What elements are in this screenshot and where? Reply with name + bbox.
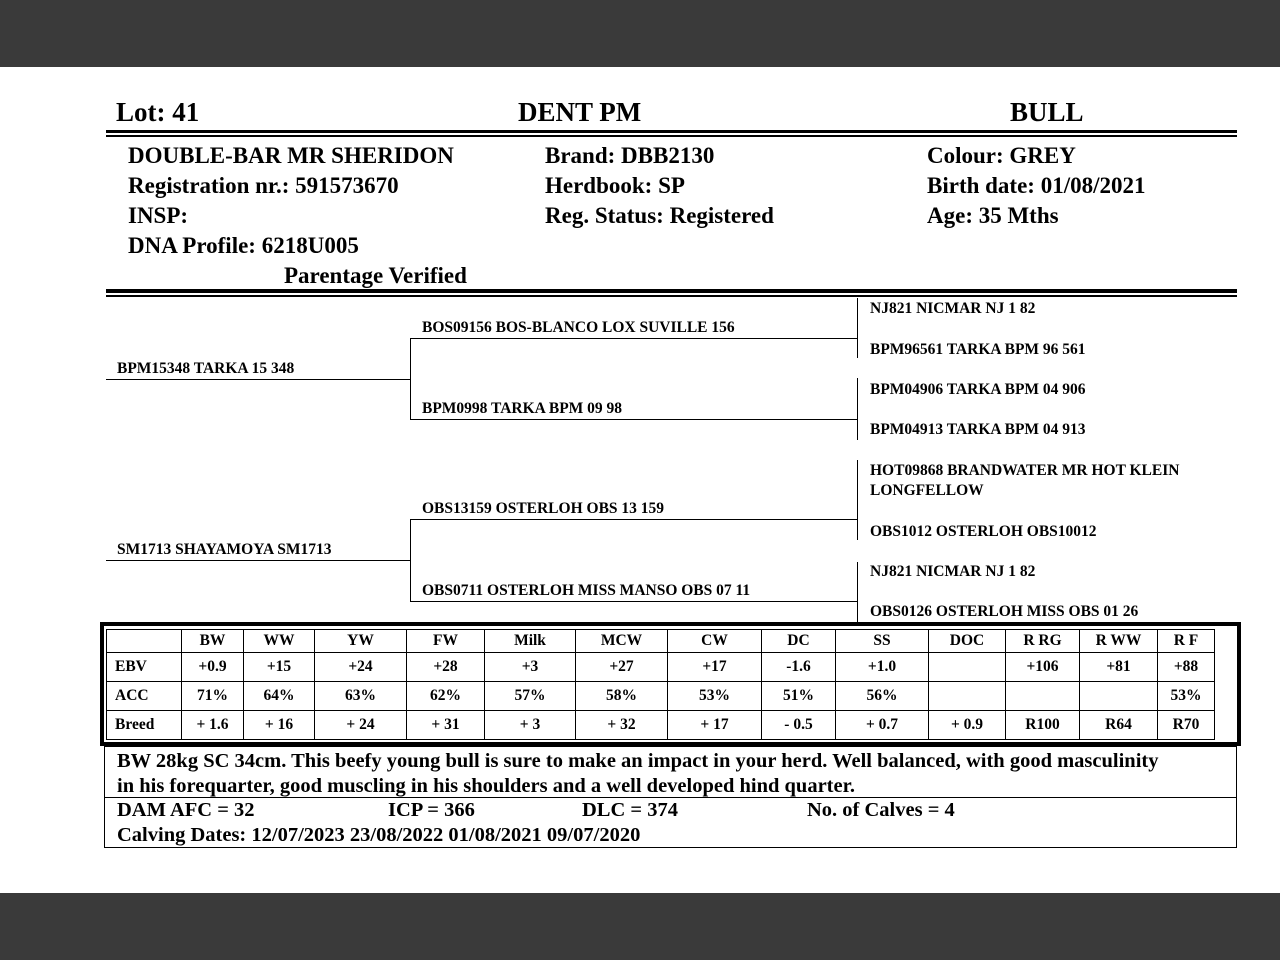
- pedigree-ggp-1: NJ821 NICMAR NJ 1 82: [870, 300, 1036, 317]
- table-cell: +0.9: [182, 653, 244, 682]
- gg-bracket-2: [857, 378, 858, 440]
- info-rule-thick: [106, 289, 1237, 293]
- table-row: [107, 682, 1215, 711]
- animal-sex: BULL: [1010, 97, 1084, 127]
- registration-status: Reg. Status: Registered: [545, 203, 774, 228]
- header-rule-thin: [106, 135, 1237, 137]
- ebv-header-row: [107, 630, 1215, 653]
- comments-text: [117, 749, 1227, 799]
- table-cell: R100: [1006, 711, 1080, 740]
- pedigree-dam: SM1713 SHAYAMOYA SM1713: [117, 541, 332, 558]
- birth-date: Birth date: 01/08/2021: [927, 173, 1146, 198]
- table-header: DOC: [929, 630, 1006, 653]
- table-cell: 56%: [836, 682, 929, 711]
- table-cell: +81: [1080, 653, 1158, 682]
- calving-dates: Calving Dates: 12/07/2023 23/08/2022 01/08/2021 09/07/2020: [117, 824, 641, 846]
- table-cell: + 16: [244, 711, 315, 740]
- table-cell: 57%: [485, 682, 576, 711]
- sire-sire-line: [410, 338, 858, 339]
- comments-divider: [104, 797, 1237, 798]
- table-cell: + 0.9: [929, 711, 1006, 740]
- table-cell: R64: [1080, 711, 1158, 740]
- dam-dlc: DLC = 374: [582, 799, 678, 821]
- comment-line-1: BW 28kg SC 34cm. This beefy young bull is sure to make an impact in your herd. Well balanced, with good masculinity: [117, 750, 1159, 772]
- pedigree-ggp-5-cont: LONGFELLOW: [870, 482, 984, 499]
- table-cell: + 17: [668, 711, 762, 740]
- table-cell: [929, 653, 1006, 682]
- gg-bracket-4: [857, 562, 858, 622]
- dam-line: [106, 560, 411, 561]
- lot-number: Lot: 41: [116, 97, 200, 127]
- insp-field: INSP:: [128, 203, 189, 228]
- dam-icp: ICP = 366: [388, 799, 475, 821]
- pedigree-ggp-4: BPM04913 TARKA BPM 04 913: [870, 421, 1086, 438]
- table-cell: + 1.6: [182, 711, 244, 740]
- age: Age: 35 Mths: [927, 203, 1059, 228]
- animal-name: DOUBLE-BAR MR SHERIDON: [128, 143, 454, 168]
- table-header: FW: [407, 630, 485, 653]
- table-header: R WW: [1080, 630, 1158, 653]
- table-cell: [929, 682, 1006, 711]
- row-label: EBV: [107, 653, 182, 682]
- pedigree-ggp-2: BPM96561 TARKA BPM 96 561: [870, 341, 1086, 358]
- top-frame-bar: [0, 0, 1280, 67]
- info-rule-thin: [106, 295, 1237, 297]
- table-header: R F: [1158, 630, 1215, 653]
- table-cell: +28: [407, 653, 485, 682]
- table-row: [107, 711, 1215, 740]
- table-cell: 63%: [315, 682, 407, 711]
- dam-dam-line: [410, 601, 858, 602]
- table-row: [107, 653, 1215, 682]
- header-rule-thick: [106, 130, 1237, 133]
- table-cell: +1.0: [836, 653, 929, 682]
- pedigree-sire-dam: BPM0998 TARKA BPM 09 98: [422, 400, 623, 417]
- table-cell: - 0.5: [762, 711, 836, 740]
- table-header: MCW: [576, 630, 668, 653]
- registration-number: Registration nr.: 591573670: [128, 173, 399, 198]
- table-cell: + 0.7: [836, 711, 929, 740]
- sire-line: [106, 379, 411, 380]
- bottom-frame-bar: [0, 893, 1280, 960]
- table-cell: +17: [668, 653, 762, 682]
- table-cell: +106: [1006, 653, 1080, 682]
- herdbook: Herdbook: SP: [545, 173, 685, 198]
- table-cell: + 24: [315, 711, 407, 740]
- pedigree-ggp-7: NJ821 NICMAR NJ 1 82: [870, 563, 1036, 580]
- table-header: CW: [668, 630, 762, 653]
- table-cell: R70: [1158, 711, 1215, 740]
- table-cell: + 31: [407, 711, 485, 740]
- table-cell: [1006, 682, 1080, 711]
- brand: Brand: DBB2130: [545, 143, 715, 168]
- row-label: ACC: [107, 682, 182, 711]
- table-cell: 71%: [182, 682, 244, 711]
- parentage-status: Parentage Verified: [284, 263, 467, 288]
- sire-bracket: [410, 338, 411, 419]
- table-cell: 53%: [668, 682, 762, 711]
- colour: Colour: GREY: [927, 143, 1076, 168]
- gg-bracket-3: [857, 460, 858, 540]
- table-cell: 62%: [407, 682, 485, 711]
- dam-calves-count: No. of Calves = 4: [807, 799, 955, 821]
- ebv-table: [106, 629, 1215, 740]
- pedigree-sire: BPM15348 TARKA 15 348: [117, 360, 295, 377]
- gg-bracket-1: [857, 298, 858, 358]
- table-header: [107, 630, 182, 653]
- pedigree-ggp-6: OBS1012 OSTERLOH OBS10012: [870, 523, 1097, 540]
- comment-line-2: in his forequarter, good muscling in his shoulders and a well developed hind quarter.: [117, 775, 855, 797]
- dam-afc: DAM AFC = 32: [117, 799, 255, 821]
- dam-sire-line: [410, 519, 858, 520]
- table-cell: +3: [485, 653, 576, 682]
- table-cell: +24: [315, 653, 407, 682]
- table-header: SS: [836, 630, 929, 653]
- table-header: DC: [762, 630, 836, 653]
- table-cell: +27: [576, 653, 668, 682]
- pedigree-sire-sire: BOS09156 BOS-BLANCO LOX SUVILLE 156: [422, 319, 735, 336]
- pedigree-ggp-3: BPM04906 TARKA BPM 04 906: [870, 381, 1086, 398]
- table-cell: 53%: [1158, 682, 1215, 711]
- table-cell: 51%: [762, 682, 836, 711]
- pedigree-ggp-8: OBS0126 OSTERLOH MISS OBS 01 26: [870, 603, 1139, 620]
- table-header: R RG: [1006, 630, 1080, 653]
- table-cell: 64%: [244, 682, 315, 711]
- table-cell: [1080, 682, 1158, 711]
- sire-dam-line: [410, 419, 858, 420]
- breeder-name: DENT PM: [518, 97, 642, 127]
- table-header: YW: [315, 630, 407, 653]
- table-cell: 58%: [576, 682, 668, 711]
- table-header: WW: [244, 630, 315, 653]
- pedigree-dam-sire: OBS13159 OSTERLOH OBS 13 159: [422, 500, 665, 517]
- pedigree-dam-dam: OBS0711 OSTERLOH MISS MANSO OBS 07 11: [422, 582, 751, 599]
- table-header: Milk: [485, 630, 576, 653]
- table-cell: + 3: [485, 711, 576, 740]
- row-label: Breed: [107, 711, 182, 740]
- table-cell: -1.6: [762, 653, 836, 682]
- table-cell: +88: [1158, 653, 1215, 682]
- table-cell: + 32: [576, 711, 668, 740]
- dna-profile: DNA Profile: 6218U005: [128, 233, 359, 258]
- dam-bracket: [410, 519, 411, 601]
- table-cell: +15: [244, 653, 315, 682]
- pedigree-ggp-5: HOT09868 BRANDWATER MR HOT KLEIN: [870, 462, 1180, 479]
- table-header: BW: [182, 630, 244, 653]
